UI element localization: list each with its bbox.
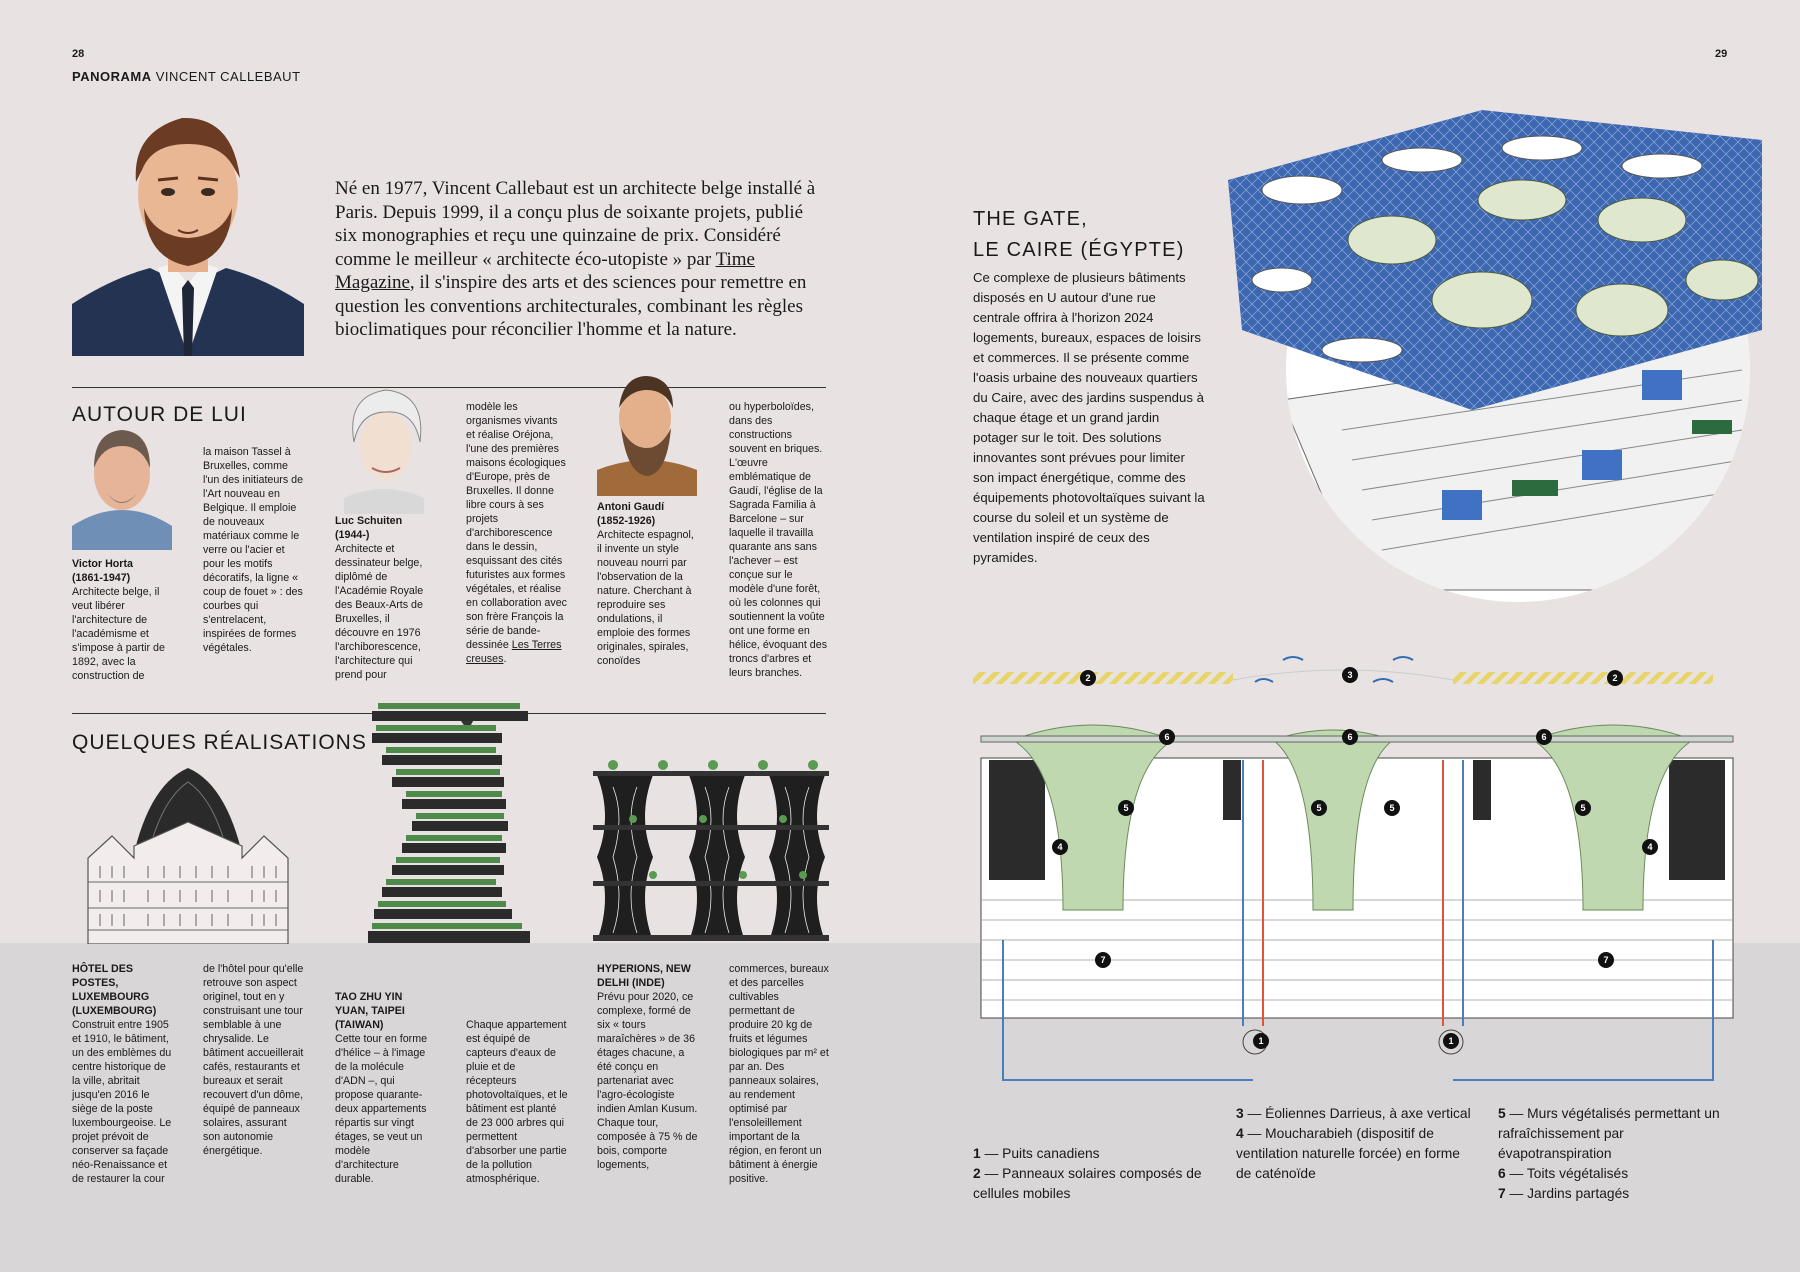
portrait-antoni-gaudi [597, 368, 697, 496]
legend-item-3 [1236, 1104, 1472, 1124]
heading-autour: AUTOUR DE LUI [72, 403, 247, 426]
schuiten-bio [335, 514, 435, 682]
gate-title-line1: THE GATE, [973, 208, 1088, 230]
illustration-tao-zhu-yin-yuan [368, 697, 530, 945]
hyperions-text [597, 962, 699, 1172]
horta-name: Victor Horta [72, 558, 133, 570]
hotel-title: HÔTEL DES POSTES, LUXEMBOURG (LUXEMBOURG) [72, 963, 157, 1017]
legend-label-2: — Panneaux solaires composés de cellules mobiles [973, 1166, 1202, 1201]
marker-6-left: 6 [1159, 729, 1175, 745]
portrait-victor-horta [72, 418, 172, 550]
horta-text: Architecte belge, il veut libérer l'architecture de l'académisme et s'impose à partir de 1892, avec la construction de [72, 586, 165, 682]
diagram-gate-section [973, 650, 1743, 1088]
intro-text-end: , il s'inspire des arts et des sciences pour remettre en question les conventions architecturales, combinant les règles bioclimatiques pour réconcilier l'homme et la nature. [335, 272, 807, 340]
hyperions-description: Prévu pour 2020, ce complexe, formé de six « tours maraîchères » de 36 étages chacune, a été conçu en partenariat avec l'agro-écologiste indien Amlan Kusum. Chaque tour, composée à 75 % de bois, comporte logements, [597, 991, 698, 1171]
legend-number-6: 6 [1498, 1166, 1506, 1181]
legend-number-3: 3 [1236, 1106, 1244, 1121]
legend-column-3 [1498, 1104, 1738, 1204]
hotel-des-postes-text [72, 962, 174, 1186]
hyperions-title: HYPERIONS, NEW DELHI (INDE) [597, 963, 691, 989]
schuiten-text-continued: modèle les organismes vivants et réalise Oréjona, l'une des premières maisons écologiques d'Europe, près de Bruxelles. Il donne libre cours à ses projets d'archiborescence dans le dessin, esquissant des cités futuristes aux formes végétales, et réalise en collaboration avec son frère François la série de bande-dessinée Les Terres creuses. [466, 401, 568, 665]
divider-top [72, 387, 826, 388]
legend-label-4: — Moucharabieh (dispositif de ventilation naturelle forcée) en forme de caténoïde [1236, 1126, 1460, 1181]
marker-1-left: 1 [1253, 1033, 1269, 1049]
legend-number-5: 5 [1498, 1106, 1506, 1121]
marker-5-d: 5 [1575, 800, 1591, 816]
gaudi-dates: (1852-1926) [597, 515, 656, 527]
horta-dates: (1861-1947) [72, 572, 131, 584]
legend-item-5 [1498, 1104, 1738, 1164]
illustration-hyperions [593, 757, 829, 945]
gate-title [973, 204, 1185, 266]
legend-item-2 [973, 1164, 1209, 1204]
legend-number-1: 1 [973, 1146, 981, 1161]
tao-zhu-text [335, 990, 431, 1186]
illustration-gate-aerial [1222, 70, 1762, 608]
portrait-luc-schuiten [334, 380, 434, 514]
legend-label-3: — Éoliennes Darrieus, à axe vertical [1243, 1106, 1471, 1121]
horta-text-continued: la maison Tassel à Bruxelles, comme l'un des initiateurs de l'Art nouveau en Belgique. Il emploie de nouveaux matériaux comme le verre ou l'acier et pour les motifs décoratifs, la ligne « coup de fouet » : des courbes qui s'entrelacent, inspirées de formes végétales. [203, 446, 304, 654]
legend-label-1: — Puits canadiens [980, 1146, 1100, 1161]
schuiten-dates: (1944-) [335, 529, 370, 541]
intro-paragraph [335, 177, 825, 342]
gate-description: Ce complexe de plusieurs bâtiments disposés en U autour d'une rue centrale offrira à l'horizon 2024 logements, bureaux, espaces de loisirs et commerces. Il se présente comme l'oasis urbaine des nouveaux quartiers du Caire, avec des jardins suspendus à chaque étage et un grand jardin potager sur le toit. Des solutions innovantes sont prévues pour limiter son impact énergétique, comme des équipements photovoltaïques suivant la course du soleil et un système de ventilation inspiré de ceux des pyramides. [973, 270, 1205, 565]
illustration-hotel-des-postes [84, 762, 292, 944]
running-head-bold: PANORAMA [72, 69, 152, 84]
marker-6-right: 6 [1536, 729, 1552, 745]
tao-zhu-text-continued: Chaque appartement est équipé de capteurs d'eaux de pluie et de récepteurs photovoltaïques, et le bâtiment est planté de 23 000 arbres qui permettent d'absorber une partie de la pollution atmosphérique. [466, 1019, 568, 1185]
marker-2-right: 2 [1607, 670, 1623, 686]
gaudi-text-continued: ou hyperboloïdes, dans des constructions souvent en briques. L'œuvre emblématique de Gaudí, l'église de la Sagrada Familia à Barcelone – sur laquelle il travailla quarante ans sans l'achever – est conçue sur le modèle d'une forêt, où les colonnes qui soutiennent la voûte ont une forme en hélice, évoquant des troncs d'arbres et leurs branches. [729, 401, 828, 679]
schuiten-name: Luc Schuiten [335, 515, 403, 527]
page-number-right: 29 [1715, 48, 1728, 60]
marker-5-a: 5 [1118, 800, 1134, 816]
taozhu-title: TAO ZHU YIN YUAN, TAIPEI (TAIWAN) [335, 991, 405, 1031]
legend-number-4: 4 [1236, 1126, 1244, 1141]
marker-7-left: 7 [1095, 952, 1111, 968]
legend-item-6 [1498, 1164, 1738, 1184]
schuiten-text: Architecte et dessinateur belge, diplômé de l'Académie Royale des Beaux-Arts de Bruxelles, il découvre en 1976 l'archiborescence, l'architecture qui prend pour [335, 543, 424, 681]
marker-3: 3 [1342, 667, 1358, 683]
marker-7-right: 7 [1598, 952, 1614, 968]
legend-label-6: — Toits végétalisés [1505, 1166, 1629, 1181]
schuiten-series: Les Terres creuses [466, 639, 562, 665]
hotel-description: Construit entre 1905 et 1910, le bâtiment, un des emblèmes du centre historique de la ville, abritait jusqu'en 2016 le siège de la poste luxembourgeoise. Le projet prévoit de conserver sa façade néo-Renaissance et de restaurer la cour [72, 1019, 172, 1185]
intro-text-start: Né en 1977, Vincent Callebaut est un architecte belge installé à Paris. Depuis 1999, il a conçu plus de soixante projets, publié six monographies et reçu une quinzaine de prix. Considéré comme le meilleur « architecte éco-utopiste » par [335, 178, 816, 270]
marker-5-c: 5 [1384, 800, 1400, 816]
marker-4-right: 4 [1642, 839, 1658, 855]
taozhu-description: Cette tour en forme d'hélice – à l'image de la molécule d'ADN –, qui propose quarante-deux appartements répartis sur vingt étages, se veut un modèle d'architecture durable. [335, 1033, 428, 1185]
marker-6-center: 6 [1342, 729, 1358, 745]
running-head-rest: VINCENT CALLEBAUT [155, 69, 301, 84]
legend-item-7 [1498, 1184, 1738, 1204]
hyperions-text-continued: commerces, bureaux et des parcelles cultivables permettant de produire 20 kg de fruits et légumes biologiques par m² et par an. Des panneaux solaires, au rendement optimisé par l'ensoleillement important de la région, en feront un bâtiment à énergie positive. [729, 963, 829, 1185]
running-head [72, 69, 301, 84]
legend-number-7: 7 [1498, 1186, 1506, 1201]
legend-column-1 [973, 1144, 1209, 1204]
gaudi-bio [597, 500, 697, 668]
heading-realisations: QUELQUES RÉALISATIONS [72, 731, 367, 754]
gaudi-text: Architecte espagnol, il invente un style nouveau nourri par l'observation de la nature. Cherchant à reproduire ses ondulations, il emploie des formes originales, spirales, conoïdes [597, 529, 694, 667]
hotel-des-postes-text-continued: de l'hôtel pour qu'elle retrouve son aspect originel, tout en y construisant une tour semblable à une chrysalide. Le bâtiment accueillerait cafés, restaurants et bureaux et serait recouvert d'un dôme, équipé de panneaux solaires, assurant son autonomie énergétique. [203, 963, 304, 1157]
legend-column-2 [1236, 1104, 1472, 1184]
legend-label-7: — Jardins partagés [1505, 1186, 1630, 1201]
legend-item-1 [973, 1144, 1209, 1164]
page-number-left: 28 [72, 48, 85, 60]
marker-5-b: 5 [1311, 800, 1327, 816]
legend-label-5: — Murs végétalisés permettant un rafraîchissement par évapotranspiration [1498, 1106, 1720, 1161]
marker-1-right: 1 [1443, 1033, 1459, 1049]
marker-2-left: 2 [1080, 670, 1096, 686]
gaudi-name: Antoni Gaudí [597, 501, 665, 513]
schuiten-text2: modèle les organismes vivants et réalise Oréjona, l'une des premières maisons écologiques d'Europe, près de Bruxelles. Il donne libre cours à ses projets d'archiborescence dans le dessin, esquissant des cités futuristes aux formes végétales, et réalise en collaboration avec son frère François la série de bande-dessinée [466, 401, 568, 651]
gate-title-line2: LE CAIRE (ÉGYPTE) [973, 239, 1185, 261]
legend-number-2: 2 [973, 1166, 981, 1181]
legend-item-4 [1236, 1124, 1472, 1184]
intro-magazine-name: Time Magazine [335, 248, 755, 293]
portrait-vincent-callebaut [72, 108, 304, 356]
marker-4-left: 4 [1052, 839, 1068, 855]
horta-bio [72, 557, 167, 683]
